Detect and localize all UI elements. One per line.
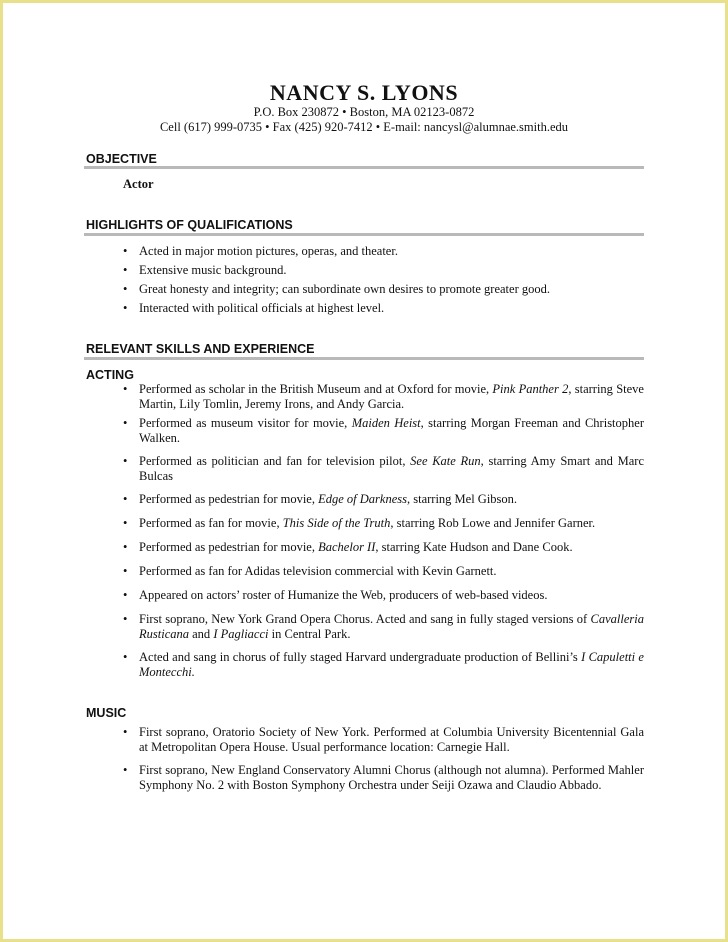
list-item bbox=[84, 650, 644, 679]
acting-text: Performed as fan for Adidas television commercial with Kevin Garnett. bbox=[139, 564, 497, 578]
bullet-icon: • bbox=[123, 588, 128, 602]
list-item bbox=[84, 382, 644, 411]
music-text: First soprano, New England Conservatory Alumni Chorus (although not alumna). Performed Mahler Symphony No. 2 with Boston Symphony Orchestra under Seiji Ozawa and Claudio Abbado. bbox=[139, 763, 644, 792]
section-rule bbox=[84, 357, 644, 360]
list-item bbox=[84, 564, 644, 579]
bullet-icon: • bbox=[123, 301, 128, 315]
list-item bbox=[84, 588, 644, 603]
acting-text: First soprano, New York Grand Opera Chorus. Acted and sang in fully staged versions of Cavalleria Rusticana and I Pagliacci in Central Park. bbox=[139, 612, 644, 641]
section-title-experience: RELEVANT SKILLS AND EXPERIENCE bbox=[86, 342, 315, 356]
subsection-title-music: MUSIC bbox=[86, 706, 127, 720]
contact-line: Cell (617) 999-0735 • Fax (425) 920-7412 • E-mail: nancysl@alumnae.smith.edu bbox=[159, 120, 569, 134]
bullet-icon: • bbox=[123, 263, 128, 277]
music-text: First soprano, Oratorio Society of New York. Performed at Columbia University Bicentennial Gala at Metropolitan Opera House. Usual performance location: Carnegie Hall. bbox=[139, 725, 644, 754]
section-rule bbox=[84, 233, 644, 236]
bullet-icon: • bbox=[123, 763, 128, 777]
acting-text: Performed as pedestrian for movie, Edge of Darkness, starring Mel Gibson. bbox=[139, 492, 518, 506]
list-item bbox=[84, 516, 644, 531]
bullet-icon: • bbox=[123, 516, 128, 530]
bullet-icon: • bbox=[123, 244, 128, 258]
acting-text: Performed as pedestrian for movie, Bachelor II, starring Kate Hudson and Dane Cook. bbox=[139, 540, 573, 554]
list-item bbox=[84, 301, 644, 316]
list-item bbox=[84, 454, 644, 483]
highlight-text: Interacted with political officials at highest level. bbox=[139, 301, 385, 315]
resume-name: NANCY S. LYONS bbox=[269, 80, 459, 105]
list-item bbox=[84, 540, 644, 555]
acting-text: Performed as politician and fan for television pilot, See Kate Run, starring Amy Smart and Marc Bulcas bbox=[139, 454, 644, 483]
bullet-icon: • bbox=[123, 382, 128, 396]
subsection-title-acting: ACTING bbox=[86, 368, 134, 382]
list-item bbox=[84, 416, 644, 445]
bullet-icon: • bbox=[123, 650, 128, 664]
bullet-icon: • bbox=[123, 564, 128, 578]
highlight-text: Great honesty and integrity; can subordinate own desires to promote greater good. bbox=[139, 282, 550, 296]
section-title-objective: OBJECTIVE bbox=[86, 152, 157, 166]
highlight-text: Acted in major motion pictures, operas, and theater. bbox=[139, 244, 398, 258]
bullet-icon: • bbox=[123, 725, 128, 739]
list-item bbox=[84, 725, 644, 754]
list-item bbox=[84, 282, 644, 297]
bullet-icon: • bbox=[123, 454, 128, 468]
bullet-icon: • bbox=[123, 282, 128, 296]
acting-text: Performed as museum visitor for movie, Maiden Heist, starring Morgan Freeman and Christopher Walken. bbox=[139, 416, 644, 445]
list-item bbox=[84, 612, 644, 641]
objective-text: Actor bbox=[123, 177, 154, 191]
acting-text: Performed as fan for movie, This Side of the Truth, starring Rob Lowe and Jennifer Garner. bbox=[139, 516, 596, 530]
list-item bbox=[84, 763, 644, 792]
bullet-icon: • bbox=[123, 492, 128, 506]
list-item bbox=[84, 492, 644, 507]
section-rule bbox=[84, 166, 644, 169]
bullet-icon: • bbox=[123, 416, 128, 430]
acting-text: Performed as scholar in the British Museum and at Oxford for movie, Pink Panther 2, starring Steve Martin, Lily Tomlin, Jeremy Irons, and Andy Garcia. bbox=[139, 382, 644, 411]
list-item bbox=[84, 244, 644, 259]
highlight-text: Extensive music background. bbox=[139, 263, 287, 277]
address-line: P.O. Box 230872 • Boston, MA 02123-0872 bbox=[253, 105, 475, 119]
bullet-icon: • bbox=[123, 612, 128, 626]
bullet-icon: • bbox=[123, 540, 128, 554]
list-item bbox=[84, 263, 644, 278]
acting-text: Acted and sang in chorus of fully staged Harvard undergraduate production of Bellini’s I Capuletti e Montecchi. bbox=[139, 650, 644, 679]
acting-text: Appeared on actors’ roster of Humanize the Web, producers of web-based videos. bbox=[139, 588, 548, 602]
section-title-highlights: HIGHLIGHTS OF QUALIFICATIONS bbox=[86, 218, 293, 232]
